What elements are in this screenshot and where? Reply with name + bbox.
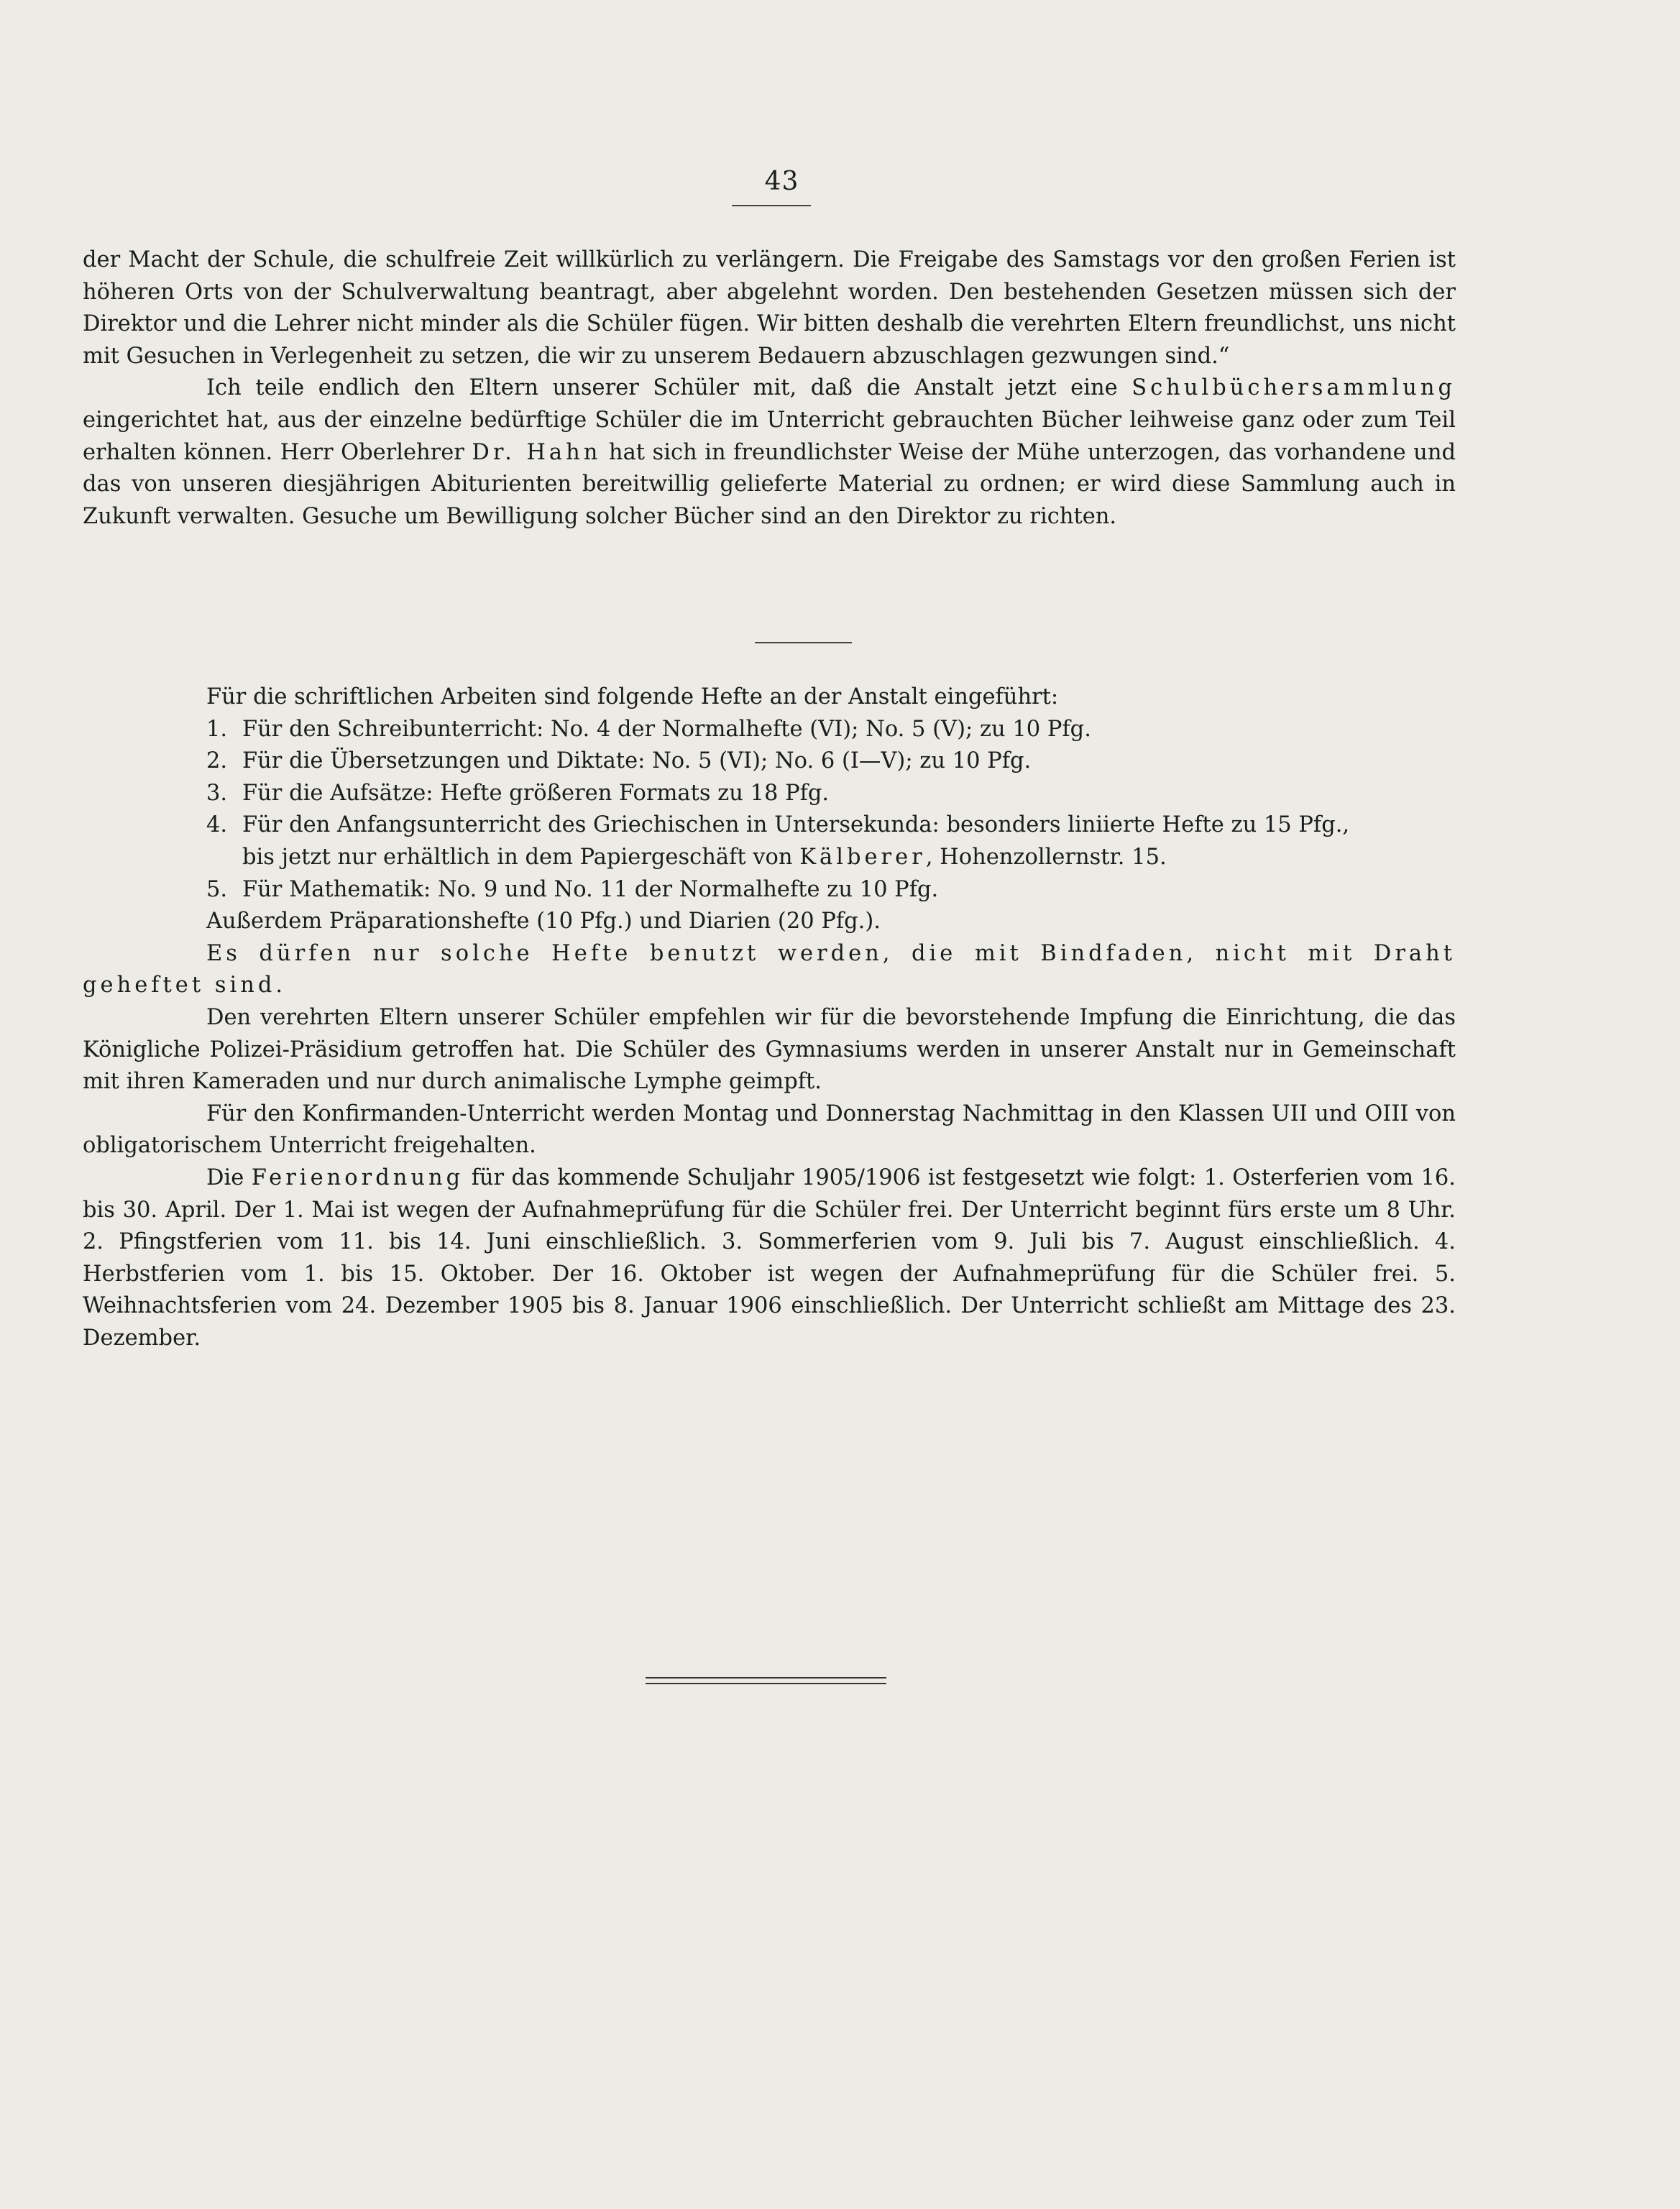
section-divider [755, 642, 852, 643]
paragraph-impfung: Den verehrten Eltern unserer Schüler empfehlen wir für die bevorstehende Impfung die Einrichtung, die das Königliche Polizei-Präsidium getroffen hat. Die Schüler des Gymnasiums werden in unserer Anstalt nur in Gemeinschaft mit ihren Kameraden und nur durch animalische Lymphe geimpft. [83, 1004, 1456, 1095]
text-span: für das kommende Schuljahr 1905/1906 ist festgesetzt wie folgt: 1. Osterferien vom 16. bis 30. April. Der 1. Mai ist wegen der Aufnahmeprüfung für die Schüler frei. Der Unterricht beginnt fürs erste um 8 Uhr. 2. Pfingstferien vom 11. bis 14. Juni einschließlich. 3. Sommerferien vom 9. Juli bis 7. August einschließlich. 4. Herbstferien vom 1. bis 15. Oktober. Der 16. Oktober ist wegen der Aufnahmeprüfung für die Schüler frei. 5. Weihnachtsferien vom 24. Dezember 1905 bis 8. Januar 1906 einschließlich. Der Unterricht schließt am Mittage des 23. Dezember. [83, 1165, 1456, 1351]
list-item-text: Für Mathematik: No. 9 und No. 11 der Normalhefte zu 10 Pfg. [242, 876, 939, 902]
list-item [83, 714, 1456, 746]
hefte-intro: Für die schriftlichen Arbeiten sind folgende Hefte an der Anstalt eingeführt: [206, 684, 1059, 709]
spaced-term-schulbuechersammlung: Schulbüchersammlung [1132, 375, 1456, 401]
page-number: 43 [764, 167, 799, 196]
text-span: bis jetzt nur erhältlich in dem Papiergeschäft von [242, 844, 800, 870]
spaced-name-hahn: Dr. Hahn [472, 439, 602, 465]
end-rule-line [646, 1683, 886, 1684]
text-span: Die [206, 1165, 252, 1190]
list-item-number: 2. [206, 748, 228, 774]
list-item [83, 809, 1456, 842]
list-item-text: Für den Anfangsunterricht des Griechischen in Untersekunda: besonders liniierte Hefte zu 15 Pfg., [242, 812, 1350, 838]
list-item-continuation [83, 842, 1456, 874]
text-block-bottom [83, 681, 1456, 1354]
list-item-text: Für die Aufsätze: Hefte größeren Formats zu 18 Pfg. [242, 780, 830, 806]
list-item [83, 874, 1456, 906]
spaced-term-ferienordnung: Ferienordnung [251, 1165, 464, 1190]
list-item-number: 1. [206, 716, 228, 742]
list-item-text: Für den Schreibunterricht: No. 4 der Normalhefte (VI); No. 5 (V); zu 10 Pfg. [242, 716, 1091, 742]
end-rule-line [646, 1677, 886, 1678]
text-span: hat sich in freundlichster Weise der Mühe unterzogen, das vorhandene und das von unseren diesjährigen Abiturienten bereitwillig gelieferte Material zu ordnen; er wird diese Sammlung auch in Zukunft verwalten. Gesuche um Bewilligung solcher Bücher sind an den Direktor zu richten. [83, 439, 1456, 529]
paragraph-konfirmanden: Für den Konfirmanden-Unterricht werden Montag und Donnerstag Nachmittag in den Klassen UII und OIII von obligatorischem Unterricht freigehalten. [83, 1101, 1456, 1159]
list-item-number: 3. [206, 780, 228, 806]
bindfaden-notice: Es dürfen nur solche Hefte benutzt werden, die mit Bindfaden, nicht mit Draht geheftet sind. [83, 940, 1456, 998]
text-span: eingerichtet hat, aus der einzelne bedürftige Schüler die im Unterricht gebrauchten Bücher leihweise ganz oder zum Teil erhalten können. Herr Oberlehrer [83, 407, 1456, 465]
text-span: Ich teile endlich den Eltern unserer Schüler mit, daß die Anstalt jetzt eine [206, 375, 1132, 401]
list-item [83, 778, 1456, 810]
text-span: , Hohenzollernstr. 15. [925, 844, 1167, 870]
paragraph-samstag: der Macht der Schule, die schulfreie Zeit willkürlich zu verlängern. Die Freigabe des Samstags vor den großen Ferien ist höheren Orts von der Schulverwaltung beantragt, aber abgelehnt worden. Den bestehenden Gesetzen müssen sich der Direktor und die Lehrer nicht minder als die Schüler fügen. Wir bitten deshalb die verehrten Eltern freundlichst, uns nicht mit Gesuchen in Verlegenheit zu setzen, die wir zu unserem Bedauern abzuschlagen gezwungen sind.“ [83, 247, 1456, 369]
list-item-text: Für die Übersetzungen und Diktate: No. 5 (VI); No. 6 (I—V); zu 10 Pfg. [242, 748, 1032, 774]
praeparationshefte-line: Außerdem Präparationshefte (10 Pfg.) und Diarien (20 Pfg.). [206, 909, 881, 934]
list-item-number: 5. [206, 876, 228, 902]
paragraph-ferienordnung [83, 1162, 1456, 1355]
paragraph-schulbuechersammlung [83, 372, 1456, 533]
page-number-rule [732, 205, 811, 206]
list-item-number: 4. [206, 812, 228, 838]
list-item [83, 745, 1456, 778]
spaced-name-kaelberer: Kälberer [799, 844, 926, 870]
text-block-top [83, 244, 1456, 533]
